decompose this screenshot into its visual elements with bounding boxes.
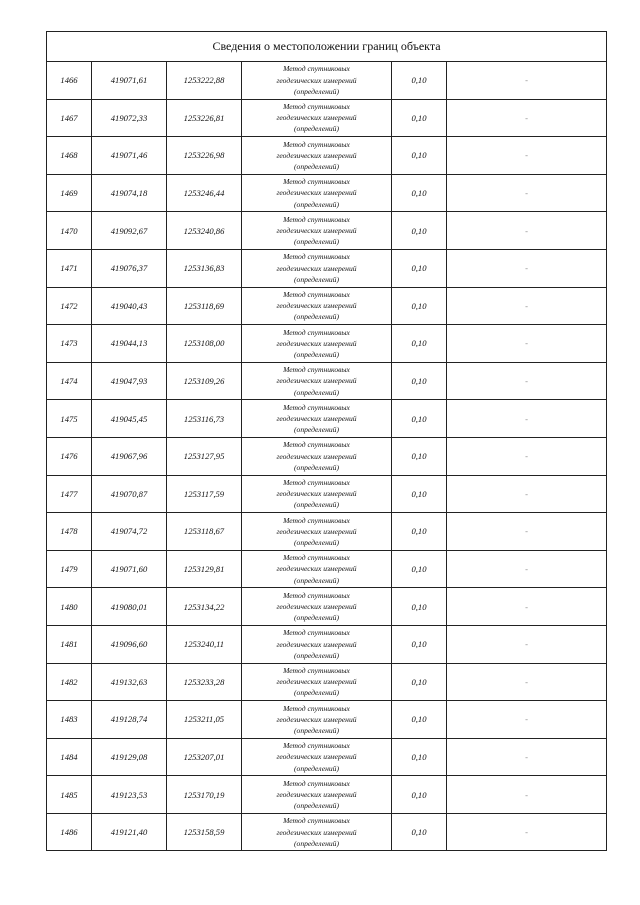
note-cell: - bbox=[447, 701, 607, 739]
table-row bbox=[47, 99, 607, 137]
method-cell bbox=[242, 362, 392, 400]
method-line-3: (определений) bbox=[294, 86, 339, 96]
accuracy-cell: 0,10 bbox=[392, 212, 447, 250]
x-coordinate-cell: 419071,61 bbox=[92, 62, 167, 100]
point-number-cell: 1477 bbox=[47, 475, 92, 513]
point-number-cell: 1483 bbox=[47, 701, 92, 739]
method-line-2: геодезических измерений bbox=[276, 714, 357, 724]
x-coordinate-cell: 419132,63 bbox=[92, 663, 167, 701]
note-cell: - bbox=[447, 99, 607, 137]
method-line-1: Метод спутниковых bbox=[283, 440, 350, 450]
x-coordinate-cell: 419074,72 bbox=[92, 513, 167, 551]
accuracy-cell: 0,10 bbox=[392, 625, 447, 663]
method-line-3: (определений) bbox=[294, 763, 339, 773]
y-coordinate-cell: 1253207,01 bbox=[167, 738, 242, 776]
table-row bbox=[47, 174, 607, 212]
table-row bbox=[47, 62, 607, 100]
y-coordinate-cell: 1253117,59 bbox=[167, 475, 242, 513]
point-number-cell: 1468 bbox=[47, 137, 92, 175]
x-coordinate-cell: 419123,53 bbox=[92, 776, 167, 814]
method-line-3: (определений) bbox=[294, 613, 339, 623]
method-line-1: Метод спутниковых bbox=[283, 214, 350, 224]
table-row bbox=[47, 776, 607, 814]
table-row bbox=[47, 513, 607, 551]
method-line-1: Метод спутниковых bbox=[283, 252, 350, 262]
x-coordinate-cell: 419080,01 bbox=[92, 588, 167, 626]
method-line-2: геодезических измерений bbox=[276, 301, 357, 311]
method-line-3: (определений) bbox=[294, 462, 339, 472]
x-coordinate-cell: 419040,43 bbox=[92, 287, 167, 325]
method-cell bbox=[242, 513, 392, 551]
point-number-cell: 1481 bbox=[47, 625, 92, 663]
note-cell: - bbox=[447, 738, 607, 776]
method-line-3: (определений) bbox=[294, 425, 339, 435]
method-cell bbox=[242, 701, 392, 739]
table-row bbox=[47, 588, 607, 626]
point-number-cell: 1466 bbox=[47, 62, 92, 100]
method-line-1: Метод спутниковых bbox=[283, 402, 350, 412]
note-cell: - bbox=[447, 625, 607, 663]
point-number-cell: 1482 bbox=[47, 663, 92, 701]
note-cell: - bbox=[447, 137, 607, 175]
method-line-2: геодезических измерений bbox=[276, 75, 357, 85]
table-row bbox=[47, 437, 607, 475]
method-line-2: геодезических измерений bbox=[276, 414, 357, 424]
table-row bbox=[47, 738, 607, 776]
point-number-cell: 1467 bbox=[47, 99, 92, 137]
method-cell bbox=[242, 437, 392, 475]
y-coordinate-cell: 1253233,28 bbox=[167, 663, 242, 701]
method-line-3: (определений) bbox=[294, 312, 339, 322]
note-cell: - bbox=[447, 550, 607, 588]
point-number-cell: 1479 bbox=[47, 550, 92, 588]
y-coordinate-cell: 1253240,11 bbox=[167, 625, 242, 663]
table-row bbox=[47, 287, 607, 325]
note-cell: - bbox=[447, 588, 607, 626]
x-coordinate-cell: 419096,60 bbox=[92, 625, 167, 663]
y-coordinate-cell: 1253118,67 bbox=[167, 513, 242, 551]
note-cell: - bbox=[447, 287, 607, 325]
method-line-1: Метод спутниковых bbox=[283, 590, 350, 600]
note-cell: - bbox=[447, 437, 607, 475]
method-line-2: геодезических измерений bbox=[276, 677, 357, 687]
note-cell: - bbox=[447, 62, 607, 100]
y-coordinate-cell: 1253170,19 bbox=[167, 776, 242, 814]
method-line-3: (определений) bbox=[294, 387, 339, 397]
accuracy-cell: 0,10 bbox=[392, 62, 447, 100]
method-line-3: (определений) bbox=[294, 538, 339, 548]
y-coordinate-cell: 1253108,00 bbox=[167, 325, 242, 363]
method-line-3: (определений) bbox=[294, 124, 339, 134]
method-line-2: геодезических измерений bbox=[276, 338, 357, 348]
method-line-3: (определений) bbox=[294, 274, 339, 284]
x-coordinate-cell: 419076,37 bbox=[92, 249, 167, 287]
y-coordinate-cell: 1253226,81 bbox=[167, 99, 242, 137]
method-line-1: Метод спутниковых bbox=[283, 816, 350, 826]
method-cell bbox=[242, 99, 392, 137]
method-cell bbox=[242, 625, 392, 663]
x-coordinate-cell: 419044,13 bbox=[92, 325, 167, 363]
method-cell bbox=[242, 137, 392, 175]
method-cell bbox=[242, 475, 392, 513]
y-coordinate-cell: 1253211,05 bbox=[167, 701, 242, 739]
method-line-1: Метод спутниковых bbox=[283, 478, 350, 488]
accuracy-cell: 0,10 bbox=[392, 400, 447, 438]
method-line-1: Метод спутниковых bbox=[283, 102, 350, 112]
point-number-cell: 1485 bbox=[47, 776, 92, 814]
method-cell bbox=[242, 813, 392, 851]
point-number-cell: 1473 bbox=[47, 325, 92, 363]
note-cell: - bbox=[447, 174, 607, 212]
accuracy-cell: 0,10 bbox=[392, 813, 447, 851]
method-line-1: Метод спутниковых bbox=[283, 741, 350, 751]
accuracy-cell: 0,10 bbox=[392, 738, 447, 776]
note-cell: - bbox=[447, 663, 607, 701]
table-row bbox=[47, 813, 607, 851]
method-line-3: (определений) bbox=[294, 350, 339, 360]
method-line-3: (определений) bbox=[294, 725, 339, 735]
table-title-row bbox=[47, 32, 607, 62]
method-line-2: геодезических измерений bbox=[276, 789, 357, 799]
y-coordinate-cell: 1253222,88 bbox=[167, 62, 242, 100]
point-number-cell: 1471 bbox=[47, 249, 92, 287]
method-line-3: (определений) bbox=[294, 162, 339, 172]
method-cell bbox=[242, 249, 392, 287]
method-line-1: Метод спутниковых bbox=[283, 665, 350, 675]
x-coordinate-cell: 419072,33 bbox=[92, 99, 167, 137]
point-number-cell: 1472 bbox=[47, 287, 92, 325]
y-coordinate-cell: 1253246,44 bbox=[167, 174, 242, 212]
accuracy-cell: 0,10 bbox=[392, 137, 447, 175]
method-line-3: (определений) bbox=[294, 650, 339, 660]
method-line-3: (определений) bbox=[294, 500, 339, 510]
accuracy-cell: 0,10 bbox=[392, 663, 447, 701]
method-line-1: Метод спутниковых bbox=[283, 703, 350, 713]
y-coordinate-cell: 1253134,22 bbox=[167, 588, 242, 626]
table-row bbox=[47, 325, 607, 363]
table-row bbox=[47, 362, 607, 400]
point-number-cell: 1474 bbox=[47, 362, 92, 400]
accuracy-cell: 0,10 bbox=[392, 776, 447, 814]
y-coordinate-cell: 1253240,86 bbox=[167, 212, 242, 250]
method-line-1: Метод спутниковых bbox=[283, 778, 350, 788]
method-line-3: (определений) bbox=[294, 237, 339, 247]
table-title: Сведения о местоположении границ объекта bbox=[47, 32, 607, 62]
note-cell: - bbox=[447, 362, 607, 400]
method-cell bbox=[242, 325, 392, 363]
y-coordinate-cell: 1253226,98 bbox=[167, 137, 242, 175]
accuracy-cell: 0,10 bbox=[392, 325, 447, 363]
x-coordinate-cell: 419128,74 bbox=[92, 701, 167, 739]
method-cell bbox=[242, 550, 392, 588]
accuracy-cell: 0,10 bbox=[392, 174, 447, 212]
method-line-1: Метод спутниковых bbox=[283, 64, 350, 74]
method-line-2: геодезических измерений bbox=[276, 752, 357, 762]
table-row bbox=[47, 400, 607, 438]
method-line-2: геодезических измерений bbox=[276, 827, 357, 837]
point-number-cell: 1470 bbox=[47, 212, 92, 250]
table-row bbox=[47, 137, 607, 175]
y-coordinate-cell: 1253136,83 bbox=[167, 249, 242, 287]
method-line-2: геодезических измерений bbox=[276, 113, 357, 123]
method-line-1: Метод спутниковых bbox=[283, 327, 350, 337]
note-cell: - bbox=[447, 249, 607, 287]
method-line-3: (определений) bbox=[294, 688, 339, 698]
method-cell bbox=[242, 212, 392, 250]
table-row bbox=[47, 701, 607, 739]
method-line-3: (определений) bbox=[294, 199, 339, 209]
method-cell bbox=[242, 62, 392, 100]
y-coordinate-cell: 1253118,69 bbox=[167, 287, 242, 325]
accuracy-cell: 0,10 bbox=[392, 475, 447, 513]
method-cell bbox=[242, 400, 392, 438]
method-line-1: Метод спутниковых bbox=[283, 515, 350, 525]
method-line-2: геодезических измерений bbox=[276, 376, 357, 386]
note-cell: - bbox=[447, 400, 607, 438]
method-cell bbox=[242, 287, 392, 325]
note-cell: - bbox=[447, 776, 607, 814]
method-line-3: (определений) bbox=[294, 838, 339, 848]
method-line-3: (определений) bbox=[294, 801, 339, 811]
x-coordinate-cell: 419070,87 bbox=[92, 475, 167, 513]
method-line-2: геодезических измерений bbox=[276, 188, 357, 198]
note-cell: - bbox=[447, 325, 607, 363]
method-line-2: геодезических измерений bbox=[276, 639, 357, 649]
table-row bbox=[47, 625, 607, 663]
point-number-cell: 1469 bbox=[47, 174, 92, 212]
accuracy-cell: 0,10 bbox=[392, 437, 447, 475]
table-row bbox=[47, 663, 607, 701]
method-line-2: геодезических измерений bbox=[276, 564, 357, 574]
method-line-2: геодезических измерений bbox=[276, 526, 357, 536]
y-coordinate-cell: 1253158,59 bbox=[167, 813, 242, 851]
method-line-2: геодезических измерений bbox=[276, 226, 357, 236]
accuracy-cell: 0,10 bbox=[392, 287, 447, 325]
accuracy-cell: 0,10 bbox=[392, 513, 447, 551]
accuracy-cell: 0,10 bbox=[392, 249, 447, 287]
point-number-cell: 1478 bbox=[47, 513, 92, 551]
method-cell bbox=[242, 174, 392, 212]
method-cell bbox=[242, 663, 392, 701]
x-coordinate-cell: 419045,45 bbox=[92, 400, 167, 438]
method-line-1: Метод спутниковых bbox=[283, 365, 350, 375]
table-row bbox=[47, 475, 607, 513]
method-line-1: Метод спутниковых bbox=[283, 628, 350, 638]
y-coordinate-cell: 1253109,26 bbox=[167, 362, 242, 400]
table-row bbox=[47, 550, 607, 588]
method-line-2: геодезических измерений bbox=[276, 602, 357, 611]
y-coordinate-cell: 1253127,95 bbox=[167, 437, 242, 475]
x-coordinate-cell: 419071,46 bbox=[92, 137, 167, 175]
note-cell: - bbox=[447, 513, 607, 551]
method-line-2: геодезических измерений bbox=[276, 489, 357, 499]
point-number-cell: 1484 bbox=[47, 738, 92, 776]
point-number-cell: 1475 bbox=[47, 400, 92, 438]
method-line-1: Метод спутниковых bbox=[283, 290, 350, 300]
note-cell: - bbox=[447, 475, 607, 513]
point-number-cell: 1476 bbox=[47, 437, 92, 475]
method-line-1: Метод спутниковых bbox=[283, 177, 350, 187]
point-number-cell: 1486 bbox=[47, 813, 92, 851]
method-line-1: Метод спутниковых bbox=[283, 553, 350, 563]
method-cell bbox=[242, 588, 392, 626]
table-row bbox=[47, 212, 607, 250]
method-line-2: геодезических измерений bbox=[276, 263, 357, 273]
point-number-cell: 1480 bbox=[47, 588, 92, 626]
y-coordinate-cell: 1253116,73 bbox=[167, 400, 242, 438]
x-coordinate-cell: 419047,93 bbox=[92, 362, 167, 400]
accuracy-cell: 0,10 bbox=[392, 362, 447, 400]
table-row bbox=[47, 249, 607, 287]
accuracy-cell: 0,10 bbox=[392, 550, 447, 588]
note-cell: - bbox=[447, 212, 607, 250]
method-line-2: геодезических измерений bbox=[276, 150, 357, 160]
note-cell: - bbox=[447, 813, 607, 851]
accuracy-cell: 0,10 bbox=[392, 99, 447, 137]
x-coordinate-cell: 419129,08 bbox=[92, 738, 167, 776]
accuracy-cell: 0,10 bbox=[392, 701, 447, 739]
boundary-coordinates-table bbox=[46, 31, 607, 851]
x-coordinate-cell: 419074,18 bbox=[92, 174, 167, 212]
x-coordinate-cell: 419071,60 bbox=[92, 550, 167, 588]
x-coordinate-cell: 419067,96 bbox=[92, 437, 167, 475]
method-line-3: (определений) bbox=[294, 575, 339, 585]
y-coordinate-cell: 1253129,81 bbox=[167, 550, 242, 588]
method-cell bbox=[242, 776, 392, 814]
x-coordinate-cell: 419121,40 bbox=[92, 813, 167, 851]
accuracy-cell: 0,10 bbox=[392, 588, 447, 626]
method-line-2: геодезических измерений bbox=[276, 451, 357, 461]
x-coordinate-cell: 419092,67 bbox=[92, 212, 167, 250]
method-line-1: Метод спутниковых bbox=[283, 139, 350, 149]
method-cell bbox=[242, 738, 392, 776]
